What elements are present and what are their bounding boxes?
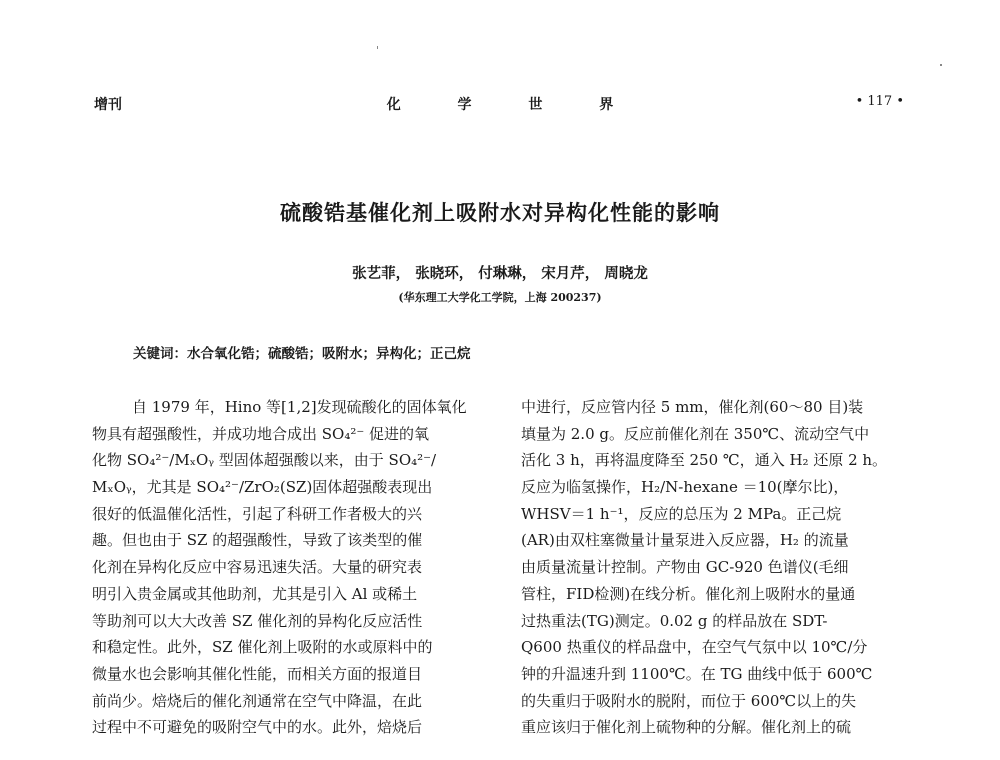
- text-line: 化物 SO₄²⁻/MₓOᵧ 型固体超强酸以来，由于 SO₄²⁻/: [92, 451, 437, 470]
- text-line: 前尚少。焙烧后的催化剂通常在空气中降温，在此: [92, 691, 423, 710]
- text-line: 的失重归于吸附水的脱附，而位于 600℃以上的失: [521, 691, 857, 710]
- text-line: (AR)由双柱塞微量计量泵进入反应器，H₂ 的流量: [521, 531, 849, 550]
- text-line: 微量水也会影响其催化性能，而相关方面的报道目: [92, 664, 423, 683]
- text-line: 趣。但也由于 SZ 的超强酸性，导致了该类型的催: [92, 531, 423, 550]
- scan-dot: [940, 64, 942, 66]
- text-line: 和稳定性。此外，SZ 催化剂上吸附的水或原料中的: [92, 638, 433, 657]
- text-line: Q600 热重仪的样品盘中，在空气气氛中以 10℃/分: [521, 638, 868, 657]
- text-line: MₓOᵧ，尤其是 SO₄²⁻/ZrO₂(SZ)固体超强酸表现出: [92, 478, 433, 497]
- journal-name: 化 学 世 界: [386, 97, 640, 113]
- text-line: 明引入贵金属或其他助剂，尤其是引入 Al 或稀土: [92, 584, 418, 603]
- right-column: [521, 394, 921, 741]
- text-line: 过热重法(TG)测定。0.02 g 的样品放在 SDT-: [521, 611, 828, 630]
- text-line: WHSV＝1 h⁻¹，反应的总压为 2 MPa。正己烷: [521, 504, 842, 523]
- text-line: 重应该归于催化剂上硫物种的分解。催化剂上的硫: [521, 718, 852, 737]
- journal-section-label: 增刊: [94, 97, 122, 113]
- paper-title: 硫酸锆基催化剂上吸附水对异构化性能的影响: [280, 201, 720, 225]
- page-number: • 117 •: [855, 94, 904, 109]
- text-line: 由质量流量计控制。产物由 GC-920 色谱仪(毛细: [521, 558, 849, 577]
- text-line: 等助剂可以大大改善 SZ 催化剂的异构化反应活性: [92, 611, 423, 630]
- text-line: 反应为临氢操作，H₂/N-hexane ＝10(摩尔比)，: [521, 478, 849, 497]
- text-line: 很好的低温催化活性，引起了科研工作者极大的兴: [92, 504, 423, 523]
- text-line: 化剂在异构化反应中容易迅速失活。大量的研究表: [92, 558, 423, 577]
- left-column: [92, 394, 492, 741]
- text-line: 中进行，反应管内径 5 mm，催化剂(60～80 目)装: [521, 398, 864, 416]
- text-line: 自 1979 年，Hino 等[1,2]发现硫酸化的固体氧化: [132, 398, 467, 416]
- text-line: 物具有超强酸性，并成功地合成出 SO₄²⁻ 促进的氧: [92, 424, 430, 443]
- affiliation: (华东理工大学化工学院，上海 200237): [398, 291, 602, 304]
- text-line: 管柱，FID检测)在线分析。催化剂上吸附水的量通: [521, 584, 856, 603]
- author-list: 张艺菲， 张晓环， 付琳琳， 宋月芹， 周晓龙: [352, 266, 648, 282]
- scan-dot: [377, 46, 378, 49]
- text-line: 钟的升温速升到 1100℃。在 TG 曲线中低于 600℃: [521, 664, 873, 683]
- text-line: 过程中不可避免的吸附空气中的水。此外，焙烧后: [92, 718, 423, 737]
- text-line: 活化 3 h，再将温度降至 250 ℃，通入 H₂ 还原 2 h。: [521, 451, 888, 470]
- keywords: 关键词：水合氧化锆；硫酸锆；吸附水；异构化；正己烷: [133, 346, 471, 362]
- text-line: 填量为 2.0 g。反应前催化剂在 350℃、流动空气中: [521, 424, 870, 443]
